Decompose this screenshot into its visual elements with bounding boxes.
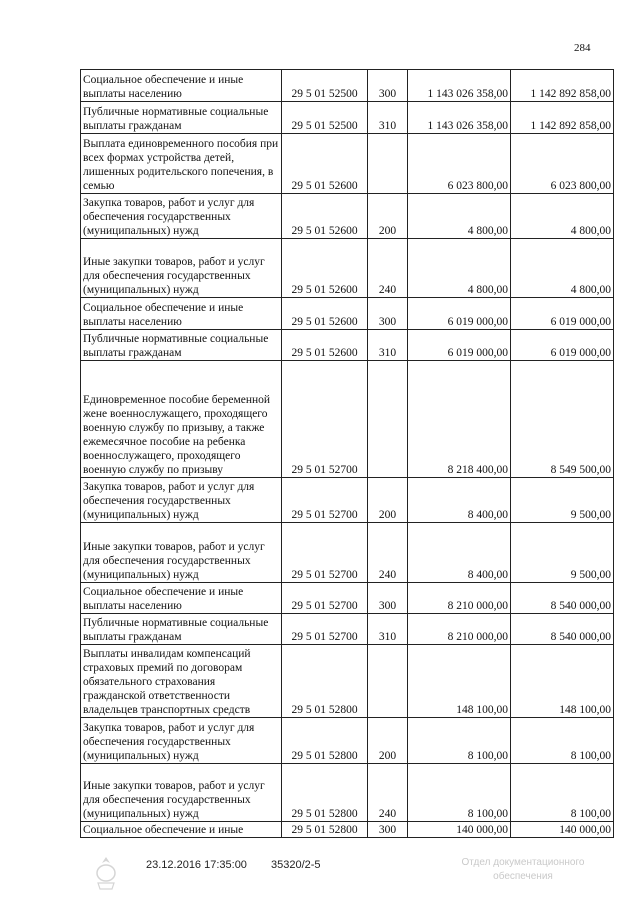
row-name: Иные закупки товаров, работ и услуг для обеспечения государственных (муниципальных) нужд [81, 764, 282, 822]
row-code: 29 5 01 52600 [282, 330, 368, 361]
row-type [368, 134, 408, 194]
row-value-1: 8 100,00 [408, 764, 511, 822]
row-type: 310 [368, 614, 408, 645]
row-type: 310 [368, 102, 408, 134]
row-value-1: 1 143 026 358,00 [408, 102, 511, 134]
row-value-1: 6 023 800,00 [408, 134, 511, 194]
row-type: 300 [368, 822, 408, 838]
row-value-2: 9 500,00 [511, 523, 614, 583]
row-code: 29 5 01 52800 [282, 645, 368, 718]
faded-stamp-text: Отдел документационного обеспечения [461, 857, 585, 882]
row-code: 29 5 01 52700 [282, 478, 368, 523]
row-name: Социальное обеспечение и иные выплаты населению [81, 583, 282, 614]
table-row [81, 645, 614, 718]
row-value-2: 4 800,00 [511, 194, 614, 239]
row-type: 300 [368, 583, 408, 614]
row-value-2: 140 000,00 [511, 822, 614, 838]
row-code: 29 5 01 52600 [282, 239, 368, 298]
footer-date: 23.12.2016 17:35:00 [146, 859, 247, 871]
row-name: Выплата единовременного пособия при всех формах устройства детей, лишенных родительского попечения, в семью [81, 134, 282, 194]
row-type: 200 [368, 194, 408, 239]
row-value-1: 6 019 000,00 [408, 298, 511, 330]
row-code: 29 5 01 52500 [282, 102, 368, 134]
table-row [81, 361, 614, 478]
row-name: Закупка товаров, работ и услуг для обеспечения государственных (муниципальных) нужд [81, 194, 282, 239]
table-row [81, 822, 614, 838]
row-name: Единовременное пособие беременной жене военнослужащего, проходящего военную службу по призыву, а также ежемесячное пособие на ребенка военнослужащего, проходящего военную службу по призыву [81, 361, 282, 478]
row-value-1: 4 800,00 [408, 239, 511, 298]
row-type: 200 [368, 478, 408, 523]
row-name: Публичные нормативные социальные выплаты гражданам [81, 330, 282, 361]
row-value-1: 6 019 000,00 [408, 330, 511, 361]
row-code: 29 5 01 52500 [282, 70, 368, 102]
row-value-1: 8 400,00 [408, 478, 511, 523]
row-code: 29 5 01 52800 [282, 822, 368, 838]
table-row [81, 764, 614, 822]
row-type: 300 [368, 298, 408, 330]
row-type: 240 [368, 239, 408, 298]
table-row [81, 523, 614, 583]
row-code: 29 5 01 52600 [282, 194, 368, 239]
row-code: 29 5 01 52600 [282, 298, 368, 330]
row-value-2: 148 100,00 [511, 645, 614, 718]
row-value-2: 8 100,00 [511, 764, 614, 822]
table-row [81, 478, 614, 523]
row-code: 29 5 01 52800 [282, 718, 368, 764]
row-value-1: 1 143 026 358,00 [408, 70, 511, 102]
row-code: 29 5 01 52700 [282, 583, 368, 614]
row-value-2: 4 800,00 [511, 239, 614, 298]
row-type: 240 [368, 764, 408, 822]
row-value-1: 8 400,00 [408, 523, 511, 583]
row-value-2: 8 549 500,00 [511, 361, 614, 478]
row-name: Социальное обеспечение и иные выплаты населению [81, 70, 282, 102]
row-code: 29 5 01 52700 [282, 614, 368, 645]
table-row [81, 194, 614, 239]
row-value-1: 4 800,00 [408, 194, 511, 239]
row-value-1: 148 100,00 [408, 645, 511, 718]
row-value-1: 8 100,00 [408, 718, 511, 764]
row-value-2: 6 023 800,00 [511, 134, 614, 194]
emblem-icon [90, 855, 122, 891]
footer-doc-number: 35320/2-5 [271, 859, 321, 871]
table-row [81, 102, 614, 134]
budget-table-body [81, 70, 614, 838]
budget-table [80, 69, 614, 838]
table-row [81, 718, 614, 764]
row-value-2: 1 142 892 858,00 [511, 102, 614, 134]
row-name: Социальное обеспечение и иные [81, 822, 282, 838]
row-value-1: 8 218 400,00 [408, 361, 511, 478]
row-value-2: 8 100,00 [511, 718, 614, 764]
table-row [81, 583, 614, 614]
row-name: Закупка товаров, работ и услуг для обеспечения государственных (муниципальных) нужд [81, 478, 282, 523]
row-name: Выплаты инвалидам компенсаций страховых премий по договорам обязательного страхования гражданской ответственности владельцев транспортных средств [81, 645, 282, 718]
table-row [81, 239, 614, 298]
page-number: 284 [574, 42, 591, 54]
table-row [81, 70, 614, 102]
table-row [81, 134, 614, 194]
row-value-1: 140 000,00 [408, 822, 511, 838]
row-name: Закупка товаров, работ и услуг для обеспечения государственных (муниципальных) нужд [81, 718, 282, 764]
row-value-2: 6 019 000,00 [511, 330, 614, 361]
table-row [81, 614, 614, 645]
row-code: 29 5 01 52800 [282, 764, 368, 822]
row-code: 29 5 01 52600 [282, 134, 368, 194]
table-row [81, 298, 614, 330]
row-type: 310 [368, 330, 408, 361]
row-name: Иные закупки товаров, работ и услуг для обеспечения государственных (муниципальных) нужд [81, 239, 282, 298]
row-type: 300 [368, 70, 408, 102]
row-type: 200 [368, 718, 408, 764]
row-type [368, 361, 408, 478]
row-value-2: 6 019 000,00 [511, 298, 614, 330]
row-type: 240 [368, 523, 408, 583]
row-name: Публичные нормативные социальные выплаты гражданам [81, 614, 282, 645]
row-value-2: 8 540 000,00 [511, 614, 614, 645]
row-code: 29 5 01 52700 [282, 361, 368, 478]
row-code: 29 5 01 52700 [282, 523, 368, 583]
row-value-2: 9 500,00 [511, 478, 614, 523]
row-value-2: 8 540 000,00 [511, 583, 614, 614]
row-value-2: 1 142 892 858,00 [511, 70, 614, 102]
row-value-1: 8 210 000,00 [408, 614, 511, 645]
table-row [81, 330, 614, 361]
row-name: Иные закупки товаров, работ и услуг для обеспечения государственных (муниципальных) нужд [81, 523, 282, 583]
row-type [368, 645, 408, 718]
row-value-1: 8 210 000,00 [408, 583, 511, 614]
row-name: Публичные нормативные социальные выплаты гражданам [81, 102, 282, 134]
row-name: Социальное обеспечение и иные выплаты населению [81, 298, 282, 330]
